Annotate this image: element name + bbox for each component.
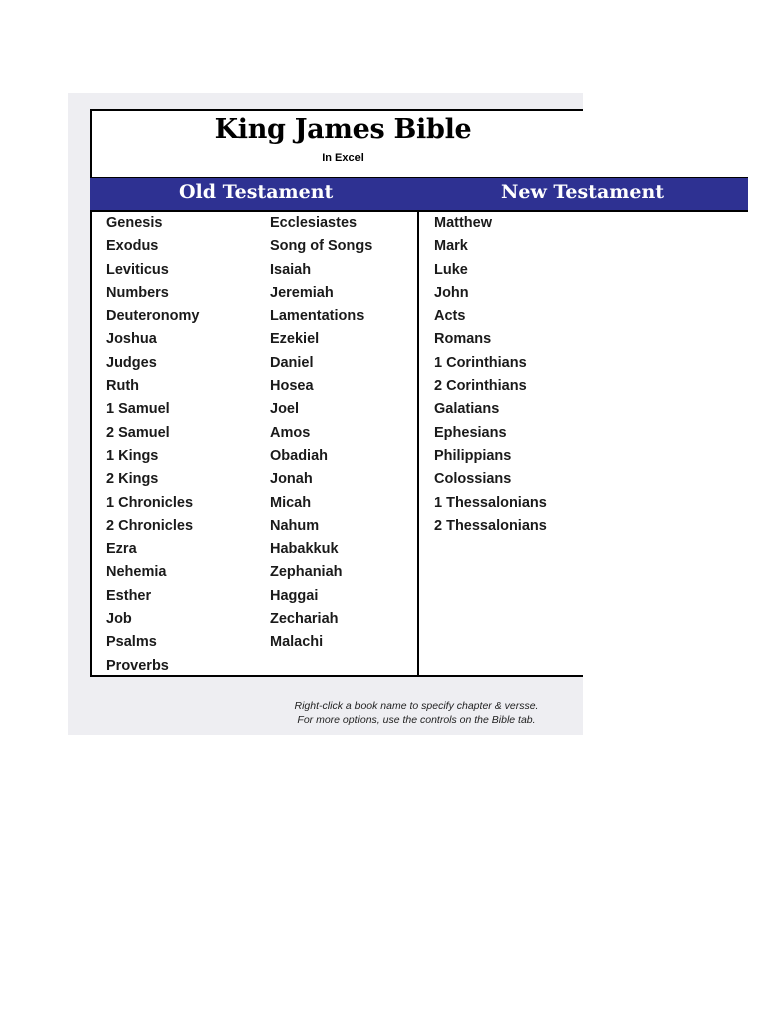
book-name-cell[interactable]: 2 Corinthians [434,378,527,395]
book-name-cell[interactable]: Ruth [106,378,140,395]
book-name-cell[interactable]: Jeremiah [270,284,334,301]
page-title: King James Bible [214,114,472,145]
book-name-cell[interactable]: Nahum [270,517,320,534]
book-name-cell[interactable]: Haggai [270,587,319,604]
book-name-cell[interactable]: Jonah [270,471,313,488]
book-name-cell[interactable]: Colossians [434,471,512,488]
footer-hint-line-2: For more options, use the controls on the Bible tab. [297,714,536,726]
book-name-cell[interactable]: Judges [106,354,157,371]
book-name-cell[interactable]: 1 Corinthians [434,354,527,371]
testament-divider [417,212,419,677]
book-name-cell[interactable]: Ezra [106,541,137,558]
book-name-cell[interactable]: 1 Kings [106,447,159,464]
book-name-cell[interactable]: Habakkuk [270,541,339,558]
book-name-cell[interactable]: Obadiah [270,447,329,464]
book-name-cell[interactable]: Luke [434,261,468,278]
book-name-cell[interactable]: Proverbs [106,657,169,674]
book-name-cell[interactable]: Lamentations [270,308,365,325]
book-name-cell[interactable]: John [434,284,469,301]
book-name-cell[interactable]: 1 Samuel [106,401,170,418]
book-name-cell[interactable]: Genesis [106,215,163,231]
book-name-cell[interactable]: Hosea [270,378,314,395]
book-name-cell[interactable]: Philippians [434,447,512,464]
book-name-cell[interactable]: Galatians [434,401,500,418]
book-name-cell[interactable]: Ephesians [434,424,507,441]
book-name-cell[interactable]: Song of Songs [270,238,373,255]
book-name-cell[interactable]: Zechariah [270,611,339,628]
book-name-cell[interactable]: Esther [106,587,152,604]
book-name-cell[interactable]: 2 Samuel [106,424,170,441]
book-name-cell[interactable]: Leviticus [106,261,169,278]
old-testament-column-1 [106,212,199,678]
book-name-cell[interactable]: Exodus [106,238,159,255]
book-name-cell[interactable]: Zephaniah [270,564,343,581]
new-testament-column-1 [434,212,583,538]
book-name-cell[interactable]: Deuteronomy [106,308,200,325]
book-name-cell[interactable]: Amos [270,424,311,441]
book-name-cell[interactable]: Ecclesiastes [270,215,358,231]
book-name-cell[interactable]: Ezekiel [270,331,320,348]
old-testament-heading: Old Testament [179,181,334,203]
book-name-cell[interactable]: Isaiah [270,261,312,278]
book-name-cell[interactable]: Mark [434,238,468,255]
book-name-cell[interactable]: Matthew [434,215,492,231]
book-name-cell[interactable]: Micah [270,494,312,511]
book-name-cell[interactable]: Joel [270,401,300,418]
book-name-cell[interactable]: Job [106,611,132,628]
book-name-cell[interactable]: 1 Chronicles [106,494,194,511]
book-name-cell[interactable]: Daniel [270,354,314,371]
book-name-cell[interactable]: 2 Kings [106,471,159,488]
footer-hint-line-1: Right-click a book name to specify chapter & versse. [294,700,539,712]
book-name-cell[interactable]: Malachi [270,634,324,651]
book-name-cell[interactable]: Nehemia [106,564,167,581]
old-testament-column-2 [270,212,372,655]
book-name-cell[interactable]: Acts [434,308,466,325]
book-name-cell[interactable]: 1 Thessalonians [434,494,547,511]
book-name-cell[interactable]: Numbers [106,284,169,301]
book-name-cell[interactable]: 2 Thessalonians [434,517,547,534]
book-name-cell[interactable]: Joshua [106,331,157,348]
new-testament-heading: New Testament [501,181,665,203]
book-name-cell[interactable]: 2 Chronicles [106,517,194,534]
page-subtitle: In Excel [322,152,364,164]
book-name-cell[interactable]: Psalms [106,634,157,651]
book-name-cell[interactable]: Romans [434,331,492,348]
